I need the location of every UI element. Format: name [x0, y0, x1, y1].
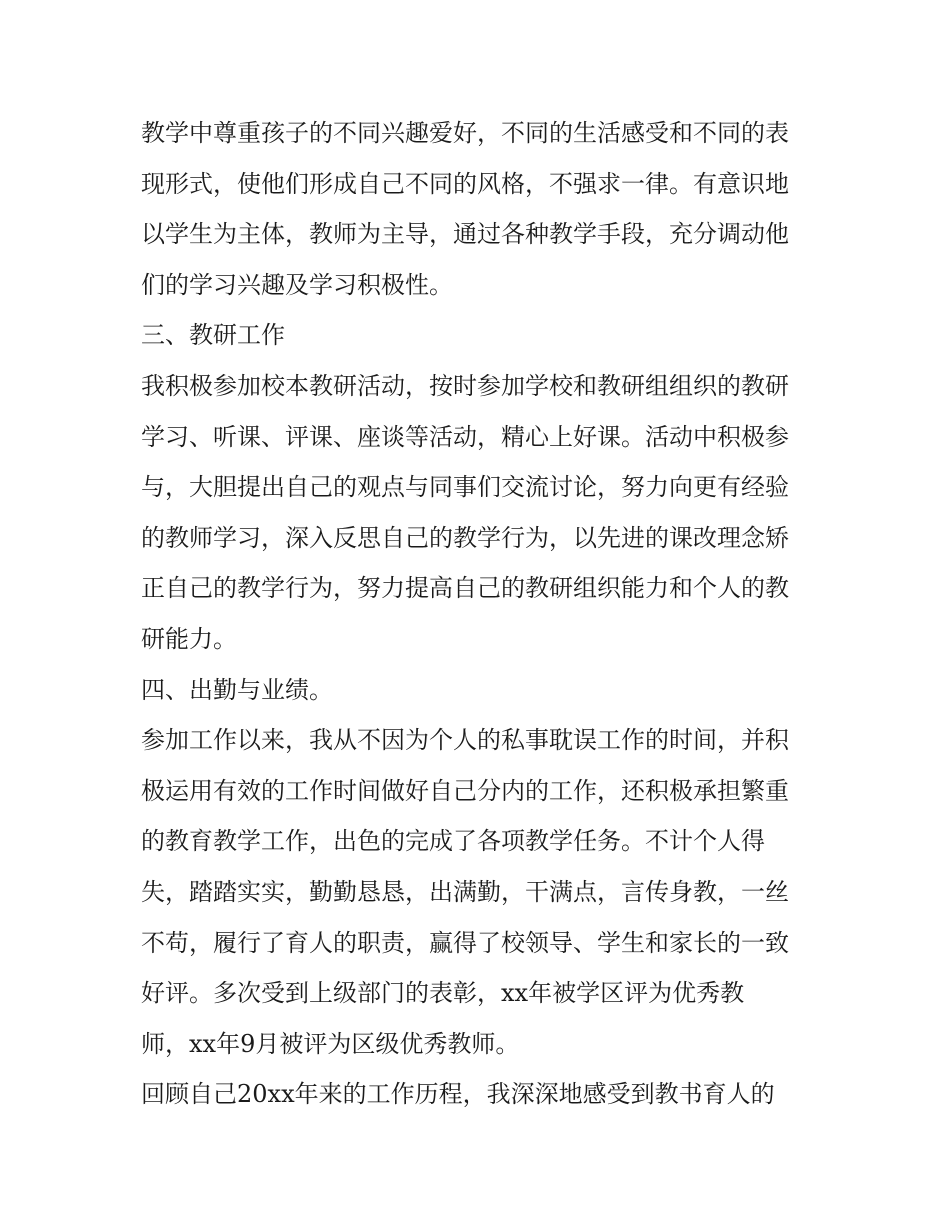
document-body	[141, 108, 813, 1120]
text-line: 师，xx年9月被评为区级优秀教师。	[141, 1029, 520, 1058]
section-heading: 四、出勤与业绩。	[141, 675, 333, 704]
text-line: 现形式，使他们形成自己不同的风格，不强求一律。有意识地	[141, 169, 789, 198]
text-line: 极运用有效的工作时间做好自己分内的工作，还积极承担繁重	[141, 776, 789, 805]
text-line: 回顾自己20xx年来的工作历程，我深深地感受到教书育人的	[141, 1080, 775, 1109]
text-line: 我积极参加校本教研活动，按时参加学校和教研组组织的教研	[141, 371, 789, 400]
text-line: 正自己的教学行为，努力提高自己的教研组织能力和个人的教	[141, 574, 789, 603]
text-line: 与，大胆提出自己的观点与同事们交流讨论，努力向更有经验	[141, 473, 789, 502]
section-heading: 三、教研工作	[141, 321, 285, 350]
text-line: 以学生为主体，教师为主导，通过各种教学手段，充分调动他	[141, 220, 789, 249]
text-line: 的教育教学工作，出色的完成了各项教学任务。不计个人得	[141, 827, 765, 856]
text-line: 研能力。	[141, 624, 237, 653]
text-line: 失，踏踏实实，勤勤恳恳，出满勤，干满点，言传身教，一丝	[141, 877, 789, 906]
text-line: 教学中尊重孩子的不同兴趣爱好，不同的生活感受和不同的表	[141, 119, 789, 147]
text-line: 参加工作以来，我从不因为个人的私事耽误工作的时间，并积	[141, 726, 789, 755]
text-line: 的教师学习，深入反思自己的教学行为，以先进的课改理念矫	[141, 523, 789, 552]
text-line: 们的学习兴趣及学习积极性。	[141, 270, 453, 299]
text-line: 好评。多次受到上级部门的表彰，xx年被学区评为优秀教	[141, 979, 745, 1008]
text-line: 学习、听课、评课、座谈等活动，精心上好课。活动中积极参	[141, 422, 789, 451]
text-line: 不苟，履行了育人的职责，赢得了校领导、学生和家长的一致	[141, 928, 789, 957]
